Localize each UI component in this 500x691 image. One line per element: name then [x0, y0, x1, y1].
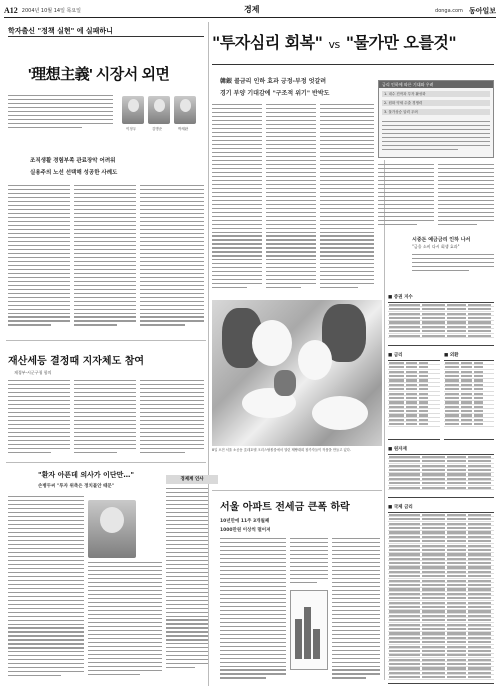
article-headline: 서울 아파트 전세금 큰폭 하락: [220, 502, 350, 513]
article-subhead: 1000만원 이상씩 떨어져: [220, 528, 271, 533]
article-subhead: 손병두씨 "투자 위축은 정치불안 때문": [38, 484, 115, 489]
market-table: [388, 360, 440, 440]
article-body: [8, 380, 70, 458]
article-body: [212, 104, 262, 294]
chart-bar: [295, 619, 302, 659]
infobox-notes: [382, 121, 490, 155]
paper-logo: 동아일보: [468, 6, 496, 15]
portrait-caption: 이정우: [126, 127, 137, 131]
column-label: 경제계 인사: [166, 475, 218, 484]
portrait-photo: [122, 96, 144, 124]
column-divider: [384, 160, 385, 680]
market-table: [388, 454, 494, 498]
article-body: [140, 380, 204, 458]
article-body: [266, 104, 316, 294]
price-chart: [290, 590, 328, 670]
article-subhead: 10년만에 11주 3개월째: [220, 519, 270, 524]
headline-deck: 경기 부양 기대감에 "구조적 위기" 반박도: [220, 90, 330, 97]
market-table-title: ■ 원자재: [388, 447, 407, 452]
chart-bar: [304, 607, 311, 659]
column-divider: [208, 22, 209, 686]
article-subhead: 재경부-시군구청 합의: [14, 370, 52, 375]
article-body: [74, 185, 136, 335]
portrait-photo: [174, 96, 196, 124]
page-header: [4, 4, 496, 18]
site-url[interactable]: donga.com: [435, 7, 463, 14]
article-body: [88, 562, 162, 684]
people-column-body: [166, 488, 208, 684]
market-table-title: ■ 국제 금리: [388, 505, 413, 510]
headline-deck: 韓銀 콜금리 인하 효과 긍정-부정 엇갈려: [220, 78, 327, 85]
infobox-row: 1. 내수 진작과 투자 활성화: [382, 91, 490, 97]
article-body: [74, 380, 136, 458]
photo-caption: 8일 오전 서울 소공동 롯데호텔 크리스탈볼룸에서 열린 제빵대회 참가자들이 작품을 만들고 있다.: [212, 448, 351, 452]
market-table: [388, 302, 494, 346]
headline-rule: [212, 64, 494, 65]
article-lede: [8, 95, 113, 135]
market-table-title: ■ 외환: [444, 353, 459, 358]
article-body: [8, 496, 84, 684]
infobox-row: 2. 원화 약세 수출 경쟁력: [382, 100, 490, 106]
portrait-caption: 김병준: [152, 127, 163, 131]
chart-bar: [313, 629, 320, 659]
side-article-subhead: "금융 소비 다시 회생 효과": [412, 244, 460, 249]
article-subhead: 실용주의 노선 선택해 성공한 사례도: [30, 170, 118, 176]
rate-cut-infobox: [378, 80, 494, 158]
market-table-title: ■ 금리: [388, 353, 403, 358]
article-body: [220, 538, 286, 684]
article-body: [378, 164, 434, 232]
article-body: [412, 254, 494, 276]
headline-part-a: "투자심리 회복": [212, 33, 323, 52]
market-table: [388, 512, 494, 684]
headline-vs: vs: [328, 38, 340, 51]
portrait-photo: [88, 500, 136, 558]
news-photo: [212, 300, 382, 446]
portrait-photo: [148, 96, 170, 124]
article-body: [140, 185, 204, 335]
article-headline: "환자 아픈데 의사가 이단만…": [38, 471, 134, 479]
article-body: [320, 104, 374, 294]
article-subhead: 조직생활 경험부족 관료장악 어려워: [30, 158, 116, 164]
article-body: [290, 538, 328, 586]
article-body: [332, 538, 380, 684]
article-body: [438, 164, 494, 232]
article-headline: 재산세등 결정때 지자체도 참여: [8, 356, 145, 367]
headline-part-b: "물가만 오를것": [345, 33, 457, 52]
portrait-caption: 박재완: [178, 127, 189, 131]
section-title: 경제: [244, 5, 260, 14]
section-divider: [6, 340, 206, 341]
infobox-row: 3. 물가상승 압력 우려: [382, 109, 490, 115]
kicker-rule: [8, 36, 204, 37]
side-article-headline: 시중돈 예금금리 인하 나서: [412, 237, 471, 243]
market-table: [444, 360, 494, 440]
market-table-title: ■ 증권 지수: [388, 295, 413, 300]
section-divider: [6, 462, 206, 463]
section-divider: [212, 490, 382, 491]
article-body: [8, 185, 70, 335]
article-headline: '理想主義' 시장서 외면: [28, 66, 170, 83]
issue-date: 2004년 10월 14일 목요일: [21, 8, 81, 14]
main-headline: [212, 30, 456, 53]
page-number: A12: [4, 6, 18, 15]
article-kicker: 학자출신 "정책 실현" 에 실패하니: [8, 27, 113, 35]
infobox-title: 금리 인하에 따른 기대와 우려: [379, 81, 493, 88]
